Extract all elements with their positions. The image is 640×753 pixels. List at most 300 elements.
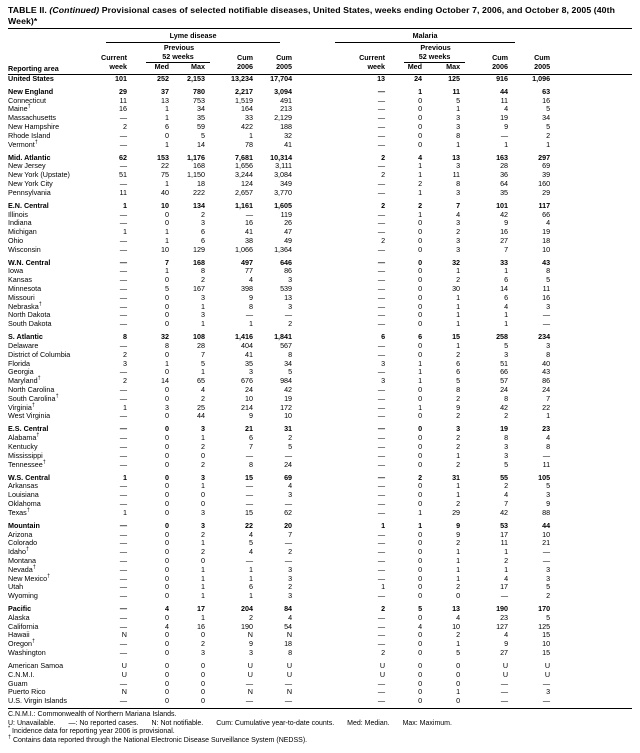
malaria-cum-2005-cell: U — [544, 661, 551, 671]
max-label-malaria: Max — [422, 63, 460, 74]
lyme-cum-2005-cell: — — [284, 696, 293, 706]
lyme-cum-2006-cell: 3 — [249, 648, 253, 658]
lyme-max-cell: 1,150 — [187, 170, 205, 180]
asterisk-marker: * — [8, 725, 11, 732]
lyme-max-cell: 1 — [201, 538, 205, 548]
malaria-current-week-cell: U — [379, 669, 386, 679]
malaria-med-cell: 0 — [418, 385, 423, 395]
lyme-current-week-cell: — — [119, 433, 127, 443]
malaria-cum-2005-cell: 44 — [542, 520, 551, 530]
malaria-max-cell: 1 — [456, 341, 461, 351]
malaria-current-week-cell: — — [377, 266, 386, 276]
continued-label: (Continued) — [49, 5, 100, 15]
malaria-cum-2005-cell: 19 — [542, 227, 551, 237]
malaria-med-cell: 1 — [418, 367, 423, 377]
malaria-current-week-cell: — — [377, 441, 386, 451]
malaria-cum-2006-cell: 4 — [504, 490, 509, 500]
malaria-cum-2005-cell: 5 — [546, 612, 551, 622]
lyme-current-week-cell: — — [119, 490, 127, 500]
lyme-cum-2005-cell: 49 — [284, 235, 293, 245]
malaria-cum-2006-cell: 53 — [500, 520, 509, 530]
lyme-med-cell: 75 — [161, 170, 169, 180]
table-row — [8, 640, 632, 649]
lyme-current-week-cell: — — [119, 498, 127, 508]
lyme-med-cell: 0 — [165, 547, 169, 557]
lyme-max-cell: 0 — [201, 490, 205, 500]
lyme-cum-2006-cell: 5 — [249, 538, 253, 548]
malaria-current-week-cell: U — [379, 661, 386, 671]
reporting-area-header: Reporting area — [8, 32, 96, 75]
right-margin-cell — [550, 386, 632, 395]
malaria-med-cell: 1 — [418, 376, 423, 386]
table-row — [8, 276, 632, 285]
dagger-marker: † — [42, 459, 46, 466]
lyme-cum-2006-cell: 3,244 — [235, 170, 253, 180]
malaria-current-week-cell: 2 — [381, 604, 386, 614]
lyme-cum-2005-cell: — — [284, 310, 293, 320]
lyme-cum-2005-cell: 10,314 — [270, 152, 293, 162]
malaria-max-cell: 13 — [452, 152, 461, 162]
malaria-cum-2005-cell: 15 — [542, 630, 551, 640]
lyme-cum-2006-cell: — — [245, 555, 253, 565]
lyme-cum-2006-cell: U — [247, 669, 253, 679]
malaria-cum-2005-cell: 16 — [542, 95, 551, 105]
lyme-cum-2005-cell: 5 — [288, 367, 293, 377]
table-row — [8, 452, 632, 461]
lyme-med-cell: 252 — [157, 73, 169, 83]
lyme-current-week-cell: — — [119, 235, 127, 245]
right-margin-cell — [550, 452, 632, 461]
malaria-med-cell: 0 — [418, 661, 423, 671]
column-gap-cell — [292, 649, 350, 658]
malaria-cum-2006-cell: 27 — [500, 648, 509, 658]
lyme-cum-2006-cell: 15 — [245, 472, 253, 482]
lyme-current-week-cell: — — [119, 113, 127, 123]
right-margin-cell — [550, 294, 632, 303]
lyme-current-week-cell: 11 — [119, 187, 127, 197]
lyme-med-cell: 0 — [165, 591, 169, 601]
reporting-area-cell: District of Columbia — [8, 349, 71, 359]
malaria-current-week-cell: — — [377, 678, 386, 688]
column-gap-cell — [292, 601, 350, 614]
malaria-med-cell: 1 — [418, 209, 423, 219]
malaria-cum-2006-cell: U — [502, 669, 509, 679]
malaria-current-week-cell: — — [377, 472, 386, 482]
malaria-current-week-cell: — — [377, 130, 386, 140]
malaria-med-cell: 0 — [418, 284, 423, 294]
reporting-area-cell: Massachusetts — [8, 113, 56, 123]
lyme-cum-2006-cell: 1,066 — [235, 244, 253, 254]
malaria-med-cell: 0 — [418, 555, 423, 565]
malaria-cum-2006-cell: 27 — [500, 235, 509, 245]
table-row — [8, 149, 632, 162]
malaria-cum-2005-cell: 5 — [546, 104, 551, 114]
lyme-current-week-cell: 62 — [119, 152, 127, 162]
right-margin-cell — [550, 671, 632, 680]
right-margin-cell — [550, 539, 632, 548]
malaria-current-week-cell: — — [377, 498, 386, 508]
cum-label-malaria-2006: Cum — [492, 53, 509, 63]
table-row — [8, 583, 632, 592]
malaria-cum-2005-cell: 18 — [542, 235, 551, 245]
lyme-current-week-cell: — — [119, 648, 127, 658]
malaria-cum-2005-cell: — — [542, 450, 551, 460]
malaria-current-week-cell: — — [377, 113, 386, 123]
malaria-max-cell: 1 — [456, 555, 461, 565]
lyme-max-cell: 5 — [201, 130, 205, 140]
lyme-cum-2006-cell: 164 — [241, 104, 253, 114]
reporting-area-cell: New Mexico† — [8, 573, 51, 583]
lyme-med-cell: 7 — [165, 257, 169, 267]
malaria-max-cell: 2 — [456, 393, 461, 403]
malaria-med-cell: 0 — [418, 612, 423, 622]
reporting-area-cell: Illinois — [8, 209, 28, 219]
malaria-cum-2006-cell: 64 — [500, 178, 509, 188]
table-row — [8, 671, 632, 680]
column-gap-cell — [292, 482, 350, 491]
malaria-current-week-cell: — — [377, 411, 386, 421]
lyme-max-cell: 3 — [201, 310, 205, 320]
column-gap-cell — [292, 592, 350, 601]
malaria-current-week-cell: — — [377, 227, 386, 237]
malaria-cum-2006-cell: 4 — [504, 573, 509, 583]
lyme-current-week-cell: N — [121, 630, 127, 640]
reporting-area-cell: Georgia — [8, 367, 34, 377]
lyme-cum-2005-cell: 3,094 — [274, 86, 293, 96]
table-row — [8, 518, 632, 531]
table-row — [8, 123, 632, 132]
column-gap-cell — [292, 404, 350, 413]
year-2006-label-malaria: 2006 — [460, 63, 508, 74]
lyme-cum-2005-cell: 3 — [288, 490, 293, 500]
lyme-max-cell: 5 — [201, 358, 205, 368]
column-gap-cell — [292, 631, 350, 640]
lyme-cum-2006-cell: 497 — [241, 257, 253, 267]
lyme-med-cell: 22 — [161, 161, 169, 171]
column-gap-cell — [292, 377, 350, 386]
table-row — [8, 97, 632, 106]
malaria-current-week-cell: — — [377, 121, 386, 131]
dagger-marker: † — [26, 546, 29, 553]
malaria-current-week-cell: — — [377, 86, 386, 96]
malaria-current-week-cell: — — [377, 507, 386, 517]
right-margin-cell — [550, 601, 632, 614]
previous-label-malaria: Previous — [420, 42, 451, 52]
lyme-cum-2006-cell: 9 — [249, 292, 253, 302]
table-row — [8, 180, 632, 189]
lyme-max-cell: 168 — [193, 161, 205, 171]
reporting-area-cell: Montana — [8, 555, 36, 565]
malaria-current-week-cell: — — [377, 178, 386, 188]
lyme-med-cell: 37 — [161, 86, 169, 96]
lyme-current-week-cell: — — [119, 161, 127, 171]
malaria-med-cell: 0 — [418, 130, 423, 140]
52-weeks-label-malaria: 52 weeks — [385, 53, 460, 63]
malaria-cum-2005-cell: 66 — [542, 209, 551, 219]
malaria-cum-2006-cell: 28 — [500, 161, 509, 171]
right-margin-cell — [550, 276, 632, 285]
lyme-med-cell: 0 — [165, 630, 169, 640]
reporting-area-cell: California — [8, 621, 39, 631]
lyme-current-week-cell: U — [121, 661, 127, 671]
malaria-max-cell: 15 — [452, 332, 461, 342]
lyme-cum-2005-cell: 2 — [288, 547, 293, 557]
reporting-area-cell: Maine† — [8, 103, 31, 114]
lyme-cum-2006-cell: 190 — [241, 621, 253, 631]
year-2005-label-malaria: 2005 — [508, 63, 550, 74]
malaria-max-cell: 6 — [456, 358, 461, 368]
column-gap-cell — [292, 189, 350, 198]
lyme-med-cell: 0 — [165, 275, 169, 285]
lyme-med-cell: 0 — [165, 424, 169, 434]
malaria-cum-2005-cell: 9 — [546, 498, 551, 508]
malaria-cum-2006-cell: 6 — [504, 275, 509, 285]
malaria-med-cell: 0 — [418, 227, 423, 237]
lyme-med-cell: 13 — [161, 95, 169, 105]
lyme-med-cell: 0 — [165, 292, 169, 302]
header-group-row — [8, 32, 632, 44]
right-margin-cell — [550, 548, 632, 557]
malaria-cum-2005-cell: 3 — [546, 341, 551, 351]
malaria-cum-2006-cell: 163 — [496, 152, 509, 162]
reporting-area-cell: Tennessee† — [8, 459, 46, 469]
malaria-cum-2005-cell: 63 — [542, 86, 551, 96]
lyme-current-week-cell: 2 — [123, 121, 127, 131]
malaria-current-week-cell: 2 — [381, 235, 386, 245]
dagger-marker: † — [32, 564, 36, 571]
column-gap-cell — [292, 303, 350, 312]
malaria-current-week-cell: — — [377, 450, 386, 460]
column-gap-cell — [292, 539, 350, 548]
malaria-med-cell: 0 — [418, 687, 423, 697]
malaria-max-cell: 3 — [456, 121, 461, 131]
malaria-cum-2005-cell: U — [544, 669, 551, 679]
lyme-cum-2006-cell: — — [245, 490, 253, 500]
malaria-cum-2005-cell: 1 — [546, 139, 551, 149]
right-margin-cell — [550, 434, 632, 443]
column-gap-cell — [292, 640, 350, 649]
lyme-cum-2006-cell: 24 — [245, 385, 253, 395]
malaria-max-cell: 1 — [456, 481, 461, 491]
right-margin-cell — [550, 114, 632, 123]
malaria-max-cell: 3 — [456, 424, 461, 434]
right-margin-cell — [550, 509, 632, 518]
table-row — [8, 294, 632, 303]
med-label-malaria: Med — [385, 63, 422, 74]
lyme-current-week-cell: — — [119, 441, 127, 451]
reporting-area-cell: American Samoa — [8, 661, 64, 671]
lyme-current-week-cell: U — [121, 669, 127, 679]
malaria-cum-2006-cell: 258 — [496, 332, 509, 342]
malaria-cum-2005-cell: 3 — [546, 573, 551, 583]
right-margin-cell — [550, 198, 632, 211]
reporting-area-cell: Utah — [8, 582, 24, 592]
lyme-max-cell: 168 — [193, 257, 205, 267]
reporting-area-cell: Colorado — [8, 538, 38, 548]
malaria-cum-2005-cell: 11 — [542, 459, 551, 469]
table-number: TABLE II. — [8, 5, 47, 15]
malaria-max-cell: 5 — [456, 376, 461, 386]
malaria-max-cell: 2 — [456, 433, 461, 443]
column-gap-cell — [292, 509, 350, 518]
lyme-cum-2005-cell: 19 — [284, 393, 293, 403]
lyme-cum-2006-cell: 78 — [245, 139, 253, 149]
column-gap-cell — [292, 688, 350, 697]
lyme-current-week-cell: — — [119, 678, 127, 688]
legend-item: Cum: Cumulative year-to-date counts. — [216, 719, 335, 727]
malaria-current-week-cell: — — [377, 547, 386, 557]
right-margin-cell — [550, 592, 632, 601]
reporting-area-cell: South Carolina† — [8, 393, 59, 403]
dagger-marker: † — [37, 375, 41, 382]
column-gap-cell — [292, 123, 350, 132]
malaria-cum-2006-cell: 19 — [500, 424, 509, 434]
lyme-cum-2006-cell: 1,519 — [235, 95, 253, 105]
malaria-max-cell: 3 — [456, 187, 461, 197]
lyme-current-week-cell: — — [119, 520, 127, 530]
malaria-current-week-cell: — — [377, 529, 386, 539]
table-row — [8, 482, 632, 491]
malaria-max-cell: 3 — [456, 161, 461, 171]
right-margin-cell — [550, 531, 632, 540]
dagger-marker: † — [47, 573, 51, 580]
reporting-area-cell: South Dakota — [8, 319, 52, 329]
malaria-current-week-cell: — — [377, 284, 386, 294]
malaria-cum-2005-cell: 86 — [542, 376, 551, 386]
malaria-max-cell: 2 — [456, 582, 461, 592]
malaria-max-cell: 1 — [456, 687, 461, 697]
dagger-footnote-marker: † — [8, 734, 11, 741]
lyme-max-cell: 3 — [201, 424, 205, 434]
lyme-cum-2005-cell: 54 — [284, 621, 293, 631]
reporting-area-cell: Arkansas — [8, 481, 38, 491]
malaria-cum-2005-cell: 34 — [542, 113, 551, 123]
malaria-current-week-cell: — — [377, 310, 386, 320]
lyme-cum-2006-cell: 2,657 — [235, 187, 253, 197]
lyme-med-cell: 0 — [165, 520, 169, 530]
lyme-med-cell: 0 — [165, 209, 169, 219]
malaria-med-cell: 0 — [418, 564, 423, 574]
malaria-med-cell: 0 — [418, 349, 423, 359]
lyme-cum-2005-cell: 31 — [284, 424, 293, 434]
malaria-current-week-cell: 2 — [381, 170, 386, 180]
right-margin-cell — [550, 97, 632, 106]
malaria-med-cell: 0 — [418, 498, 423, 508]
column-gap-cell — [292, 105, 350, 114]
right-margin-cell — [550, 649, 632, 658]
lyme-med-cell: 0 — [165, 555, 169, 565]
malaria-max-cell: 10 — [452, 621, 461, 631]
lyme-med-cell: 0 — [165, 472, 169, 482]
column-gap-cell — [292, 84, 350, 97]
malaria-current-week-cell: — — [377, 275, 386, 285]
lyme-max-cell: 14 — [197, 139, 205, 149]
malaria-med-cell: 0 — [418, 341, 423, 351]
malaria-cum-2006-cell: 6 — [504, 292, 509, 302]
footnote-cnmi: C.N.M.I.: Commonwealth of Northern Mariana Islands. — [8, 711, 177, 719]
malaria-cum-2005-cell: 5 — [546, 121, 551, 131]
malaria-max-cell: 2 — [456, 227, 461, 237]
malaria-cum-2006-cell: 2 — [504, 411, 509, 421]
lyme-med-cell: 0 — [165, 411, 169, 421]
lyme-cum-2005-cell: 3 — [288, 301, 293, 311]
lyme-cum-2006-cell: 204 — [241, 604, 253, 614]
lyme-cum-2006-cell: 422 — [241, 121, 253, 131]
lyme-current-week-cell: — — [119, 696, 127, 706]
malaria-current-week-cell: — — [377, 187, 386, 197]
lyme-cum-2006-cell: 41 — [245, 349, 253, 359]
lyme-cum-2006-cell: 1,656 — [235, 161, 253, 171]
malaria-current-week-cell: 2 — [381, 200, 386, 210]
malaria-cum-2006-cell: 17 — [500, 582, 509, 592]
malaria-cum-2006-cell: 23 — [500, 612, 509, 622]
right-margin-cell — [550, 162, 632, 171]
table-row — [8, 342, 632, 351]
column-gap-cell — [292, 285, 350, 294]
lyme-cum-2006-cell: 7,681 — [235, 152, 253, 162]
malaria-cum-2006-cell: 11 — [500, 538, 509, 548]
malaria-current-week-cell: — — [377, 292, 386, 302]
table-row — [8, 443, 632, 452]
current-label-malaria: Current — [359, 53, 386, 63]
lyme-cum-2005-cell: 62 — [284, 507, 293, 517]
reporting-area-cell: Alabama† — [8, 432, 40, 443]
lyme-cum-2006-cell: 10 — [245, 393, 253, 403]
lyme-cum-2005-cell: 4 — [288, 481, 293, 491]
table-row — [8, 461, 632, 470]
malaria-med-cell: 0 — [418, 411, 423, 421]
lyme-max-cell: 0 — [201, 498, 205, 508]
malaria-max-cell: 1 — [456, 266, 461, 276]
column-gap-cell — [292, 276, 350, 285]
malaria-cum-2005-cell: 43 — [542, 367, 551, 377]
malaria-med-cell: 0 — [418, 301, 423, 311]
lyme-cum-2006-cell: 6 — [249, 582, 253, 592]
lyme-cum-2005-cell: 18 — [284, 639, 293, 649]
lyme-max-cell: 134 — [193, 200, 205, 210]
column-gap-cell — [292, 434, 350, 443]
lyme-max-cell: 25 — [197, 402, 205, 412]
lyme-cum-2006-cell: 1 — [249, 591, 253, 601]
lyme-med-cell: 0 — [165, 367, 169, 377]
lyme-current-week-cell: — — [119, 459, 127, 469]
lyme-max-cell: 18 — [197, 178, 205, 188]
table-row — [8, 623, 632, 632]
column-gap-cell — [292, 237, 350, 246]
malaria-cum-2006-cell: 44 — [500, 86, 509, 96]
reporting-area-cell: Idaho† — [8, 546, 29, 557]
lyme-current-week-cell: — — [119, 139, 127, 149]
reporting-area-cell: New Hampshire — [8, 121, 60, 131]
lyme-med-cell: 3 — [165, 402, 169, 412]
lyme-current-week-cell: — — [119, 244, 127, 254]
malaria-max-cell: 0 — [456, 591, 461, 601]
malaria-max-cell: 2 — [456, 349, 461, 359]
malaria-max-cell: 125 — [448, 73, 461, 83]
malaria-med-cell: 0 — [418, 450, 423, 460]
malaria-med-cell: 5 — [418, 604, 423, 614]
right-margin-cell — [550, 211, 632, 220]
legend-item: Med: Median. — [347, 719, 390, 727]
malaria-cum-2006-cell: 35 — [500, 187, 509, 197]
reporting-area-cell: North Dakota — [8, 310, 51, 320]
lyme-max-cell: 34 — [197, 104, 205, 114]
lyme-max-cell: 0 — [201, 661, 205, 671]
column-gap-cell — [292, 680, 350, 689]
column-gap-cell — [292, 74, 350, 83]
lyme-max-cell: 129 — [193, 244, 205, 254]
lyme-max-cell: 7 — [201, 349, 205, 359]
